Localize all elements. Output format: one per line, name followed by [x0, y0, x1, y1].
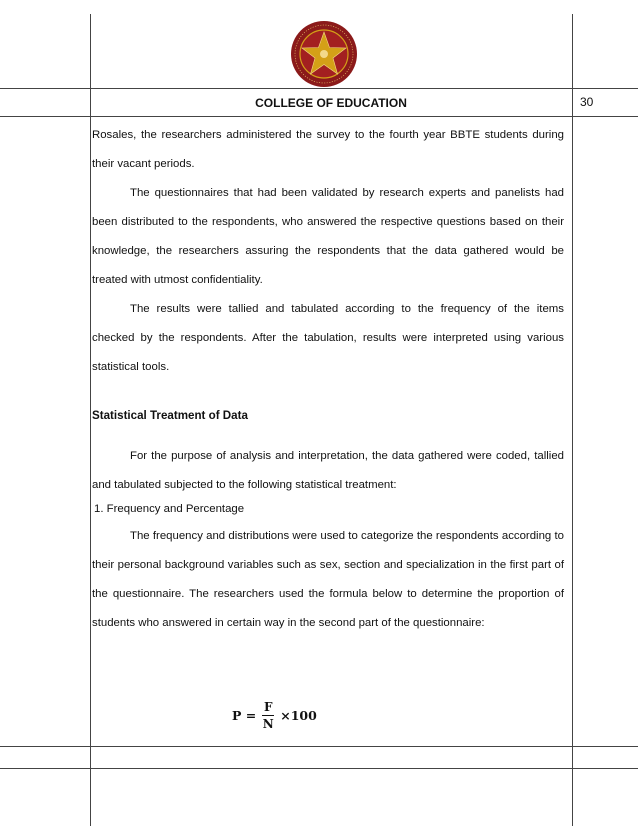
formula-rhs: ×100 [280, 708, 317, 723]
paragraph-5: The frequency and distributions were used to categorize the respondents according to their personal background variables such as sex, section and specialization in the first part of the questionnaire. The researchers used the formula below to determine the proportion of students who answered in certain way in the second part of the questionnaire: [92, 530, 564, 629]
paragraph-4: For the purpose of analysis and interpretation, the data gathered were coded, tallied and tabulated subjected to the following statistical treatment: [92, 450, 564, 491]
paragraph-1: Rosales, the researchers administered the survey to the fourth year BBTE students during their vacant periods. [92, 129, 564, 170]
paragraph-3: The results were tallied and tabulated according to the frequency of the items checked by the respondents. After the tabulation, results were interpreted using various statistical tools. [92, 303, 564, 373]
section-heading: Statistical Treatment of Data [92, 409, 248, 422]
right-margin-line [572, 14, 573, 826]
footer-bottom-line [0, 768, 638, 769]
left-margin-line [90, 14, 91, 826]
university-seal-logo [290, 20, 358, 88]
paragraph-2: The questionnaires that had been validated by research experts and panelists had been distributed to the respondents, who answered the respective questions based on their knowledge, the researchers assuring the respondents that the data gathered would be treated with utmost confidentiality. [92, 187, 564, 286]
list-item-frequency-percentage: 1. Frequency and Percentage [94, 503, 245, 515]
formula-lhs: P = [232, 708, 257, 723]
formula-numerator: F [263, 700, 273, 714]
percentage-formula [232, 700, 317, 731]
page-body [92, 121, 564, 638]
formula-fraction [262, 700, 274, 731]
page-number: 30 [580, 95, 594, 109]
header-bottom-line [0, 116, 638, 117]
header-top-line [0, 88, 638, 89]
header-title: COLLEGE OF EDUCATION [255, 96, 407, 110]
formula-denominator: N [262, 717, 274, 731]
footer-top-line [0, 746, 638, 747]
